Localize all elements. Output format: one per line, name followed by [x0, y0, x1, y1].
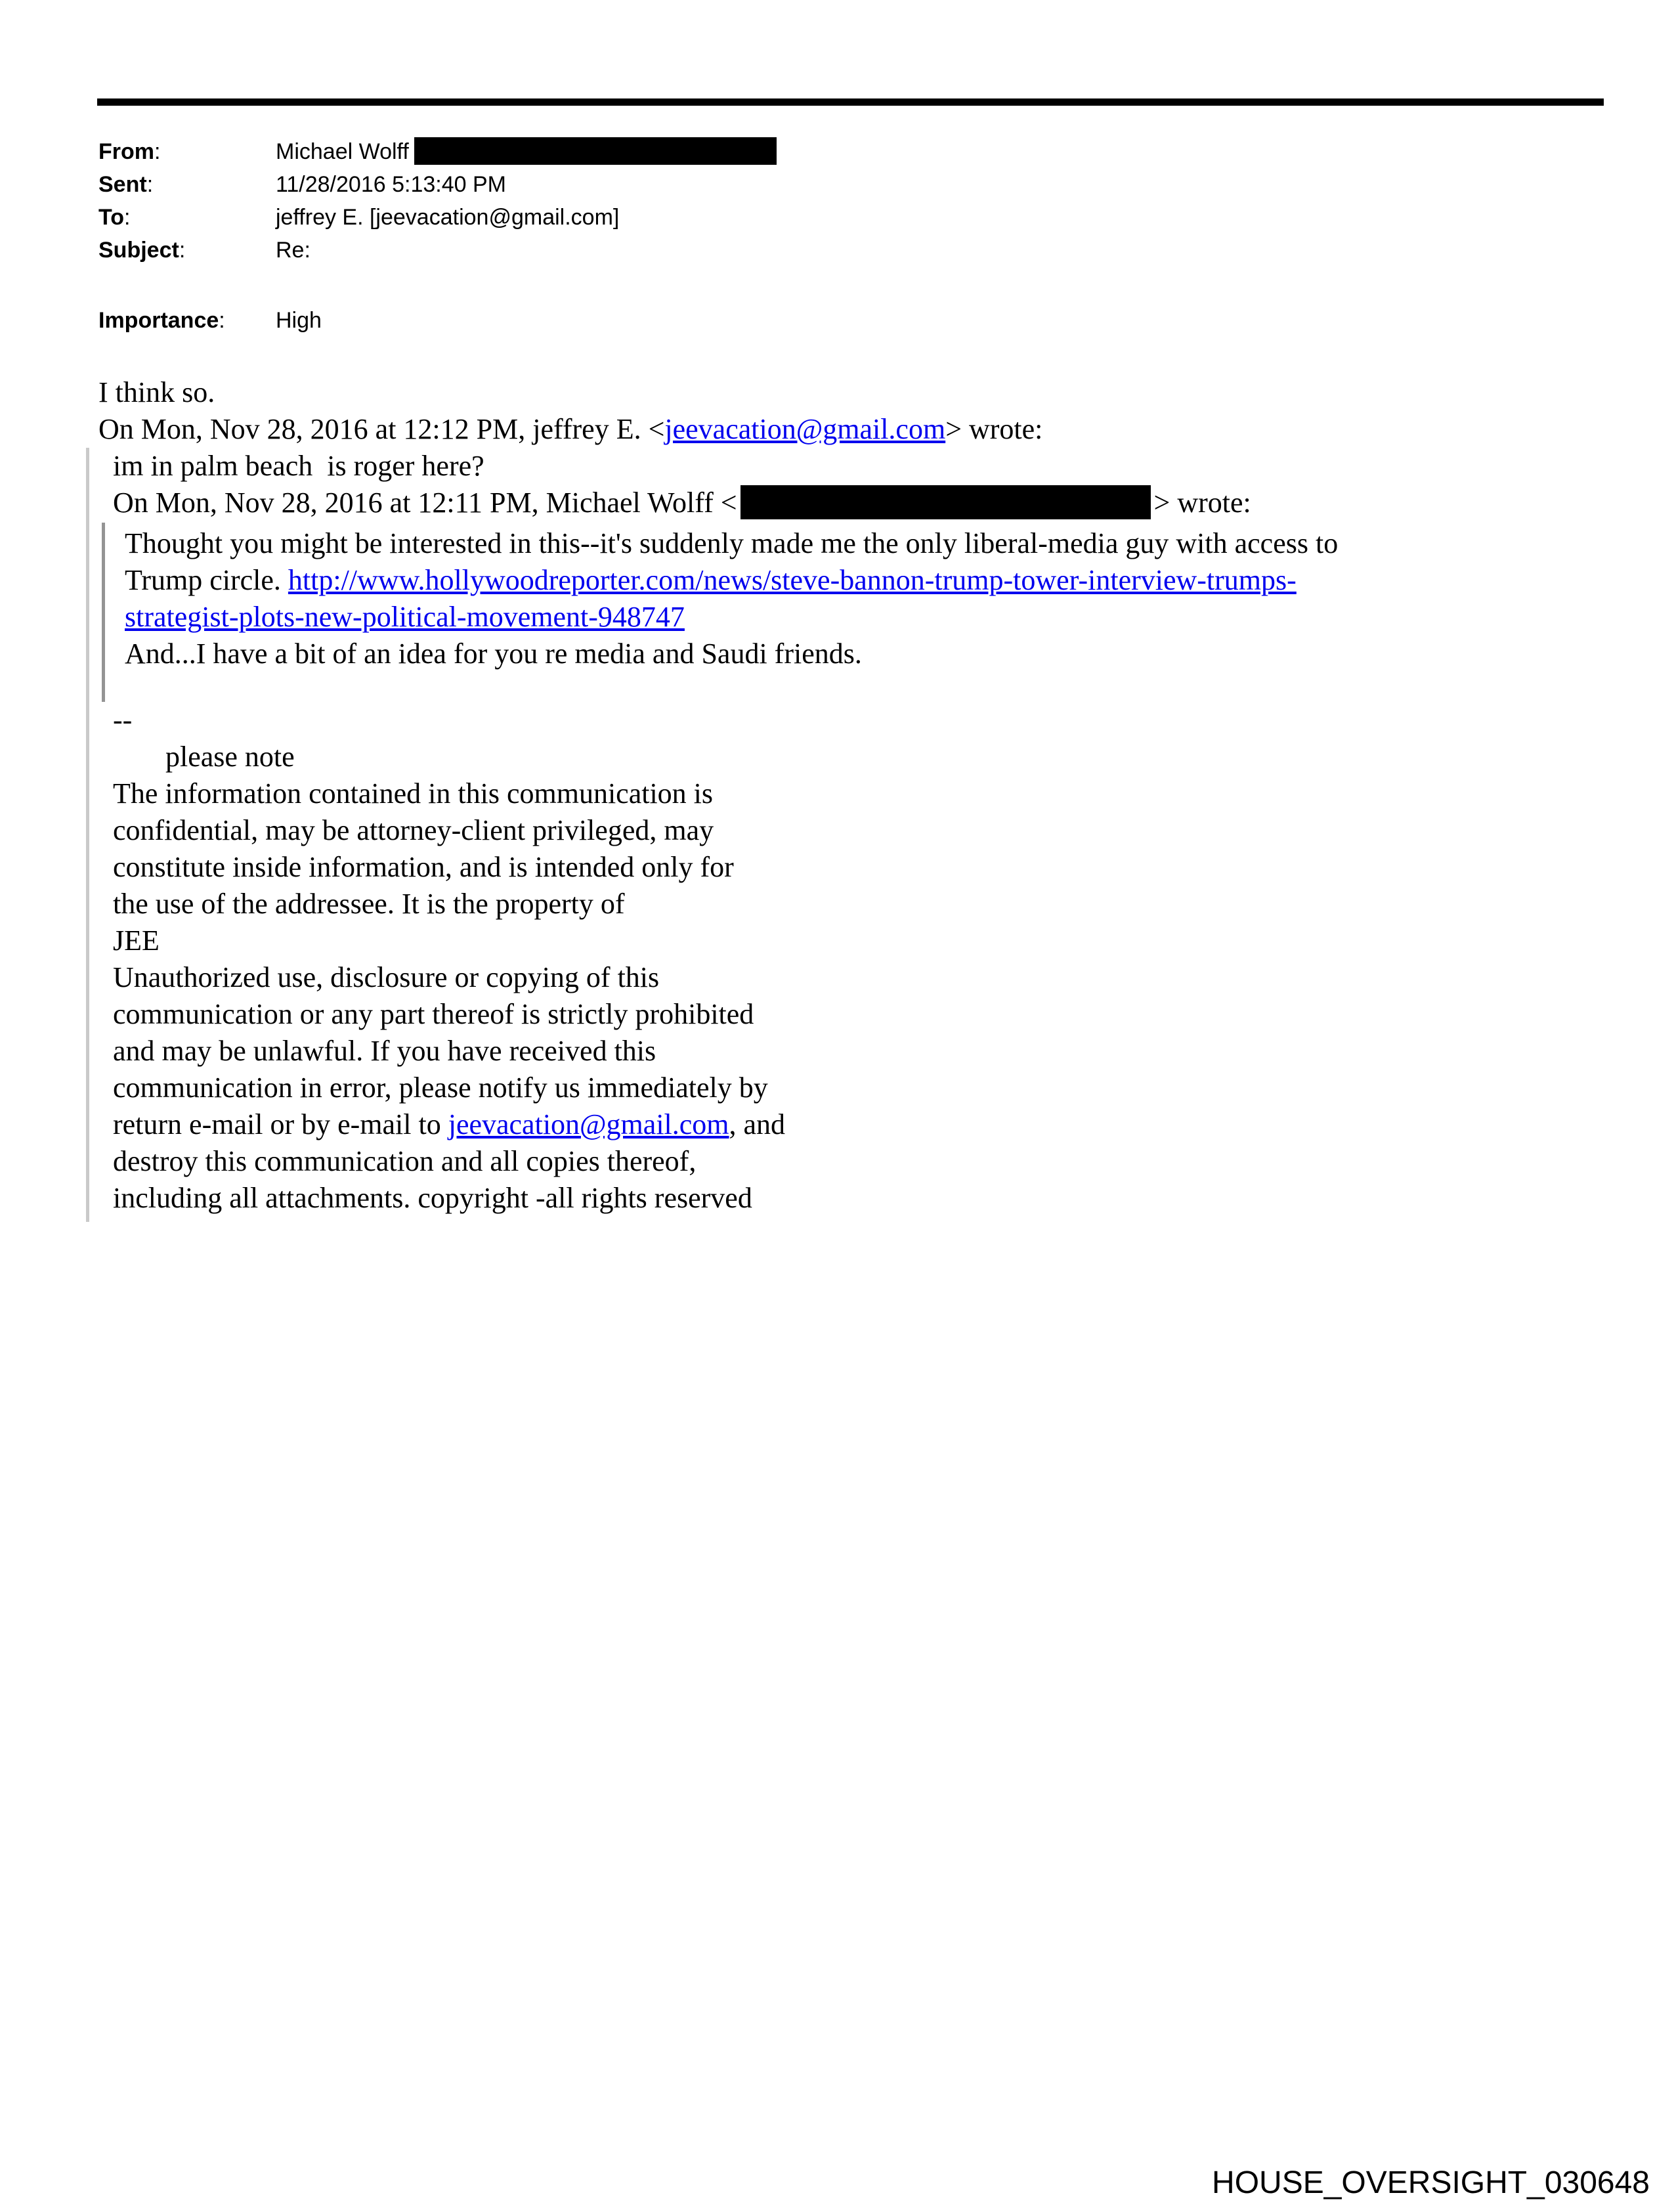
disclaimer-text: , and: [729, 1108, 786, 1140]
disclaimer-line: communication in error, please notify us immediately by: [113, 1071, 768, 1104]
from-label: From:: [98, 139, 161, 164]
wolff-idea-line: And...I have a bit of an idea for you re media and Saudi friends.: [125, 637, 862, 670]
article-link[interactable]: http://www.hollywoodreporter.com/news/steve-bannon-trump-tower-interview-trumps-: [288, 563, 1297, 596]
disclaimer-line: including all attachments. copyright -all rights reserved: [113, 1181, 752, 1214]
disclaimer-line: and may be unlawful. If you have received this: [113, 1034, 656, 1067]
wolff-message-line2: Trump circle.: [125, 563, 288, 596]
header-row-subject: [98, 234, 777, 267]
article-link-continued[interactable]: strategist-plots-new-political-movement-948747: [125, 600, 685, 633]
header-row-importance: [98, 304, 777, 337]
quoted-text-palm-beach: im in palm beach is roger here?: [113, 450, 484, 482]
to-label: To:: [98, 205, 131, 230]
disclaimer-line: destroy this communication and all copies thereof,: [113, 1144, 697, 1177]
disclaimer-line: JEE: [113, 924, 160, 957]
quote-attribution-jeffrey: [98, 411, 1615, 448]
email-body: [98, 374, 1615, 1222]
disclaimer-line: the use of the addressee. It is the property of: [113, 887, 625, 920]
redaction-bar: [414, 137, 777, 165]
importance-value: High: [276, 308, 322, 333]
attribution-suffix: > wrote:: [1153, 487, 1251, 519]
redaction-bar: [740, 485, 1151, 519]
email-header: [98, 135, 777, 337]
quoted-message-jeffrey: [86, 448, 1615, 1222]
header-row-to: [98, 201, 777, 234]
wolff-message-line1: Thought you might be interested in this--it's suddenly made me the only liberal-media guy with access to: [125, 527, 1339, 559]
attribution-suffix: > wrote:: [945, 413, 1043, 445]
header-row-from: [98, 135, 777, 168]
subject-value: Re:: [276, 238, 311, 263]
disclaimer-line: confidential, may be attorney-client privileged, may: [113, 813, 714, 846]
attribution-prefix: On Mon, Nov 28, 2016 at 12:12 PM, jeffrey E. <: [98, 413, 665, 445]
subject-label: Subject:: [98, 238, 186, 263]
separator-rule: [97, 98, 1604, 106]
reply-text: I think so.: [98, 376, 215, 408]
disclaimer-line: communication or any part thereof is strictly prohibited: [113, 997, 754, 1030]
signature-separator: --: [113, 703, 133, 736]
disclaimer-line: The information contained in this communication is: [113, 777, 714, 810]
wolff-message: [125, 525, 1615, 636]
signature-note: please note: [165, 740, 295, 773]
disclaimer-line: Unauthorized use, disclosure or copying of this: [113, 961, 660, 993]
disclaimer-email-line: [113, 1106, 1615, 1143]
to-value: jeffrey E. [jeevacation@gmail.com]: [276, 205, 620, 230]
quote-attribution-wolff: [113, 485, 1615, 523]
header-row-sent: [98, 168, 777, 201]
sent-value: 11/28/2016 5:13:40 PM: [276, 172, 506, 197]
sent-label: Sent:: [98, 172, 154, 197]
email-link-signature[interactable]: jeevacation@gmail.com: [448, 1108, 729, 1140]
disclaimer-line: constitute inside information, and is intended only for: [113, 850, 734, 883]
disclaimer-text: return e-mail or by e-mail to: [113, 1108, 448, 1140]
email-link-jeffrey[interactable]: jeevacation@gmail.com: [664, 413, 946, 445]
bates-number: HOUSE_OVERSIGHT_030648: [1212, 2165, 1650, 2200]
from-value: Michael Wolff: [276, 135, 777, 168]
quoted-message-wolff: [102, 523, 1615, 702]
attribution-prefix: On Mon, Nov 28, 2016 at 12:11 PM, Michael Wolff <: [113, 487, 737, 519]
importance-label: Importance:: [98, 308, 225, 333]
